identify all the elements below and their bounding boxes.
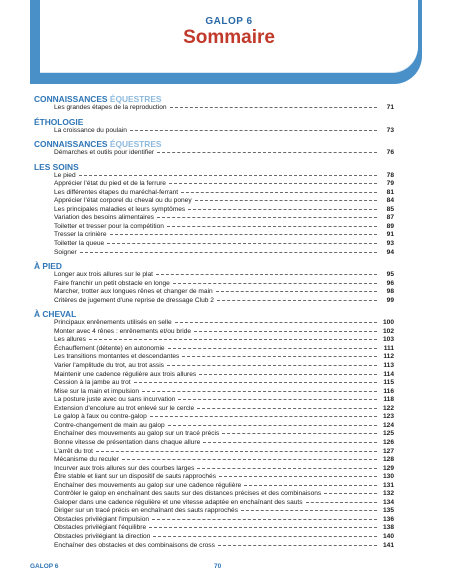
toc-entry[interactable] xyxy=(34,223,394,232)
toc-entry[interactable] xyxy=(34,297,394,306)
toc-entry-label: Contre-changement de main au galop xyxy=(54,421,165,429)
dotted-leader xyxy=(216,291,377,292)
toc-entry-page: 99 xyxy=(386,296,394,304)
toc-entry-label: Tresser la crinière xyxy=(54,231,107,239)
toc-entry-page: 124 xyxy=(382,421,394,429)
toc-entry[interactable] xyxy=(34,516,394,525)
toc-entry[interactable] xyxy=(34,240,394,249)
toc-entry[interactable] xyxy=(34,473,394,482)
toc-entry[interactable] xyxy=(34,231,394,240)
dotted-leader xyxy=(197,408,377,409)
toc-entry-page: 93 xyxy=(386,240,394,248)
dotted-leader xyxy=(142,391,377,392)
section-heading xyxy=(34,163,394,172)
toc-entry-page: 78 xyxy=(386,171,394,179)
dotted-leader xyxy=(199,374,377,375)
dotted-leader xyxy=(157,152,377,153)
toc-entry-label: Les allures xyxy=(54,336,86,344)
toc-entry-label: Démarches et outils pour identifier xyxy=(54,149,155,157)
section-gap xyxy=(34,158,394,162)
toc-entry-label: Variation des besoins alimentaires xyxy=(54,214,154,222)
toc-entry-label: Enchaîner des mouvements au galop sur une cadence régulière xyxy=(54,481,242,489)
dotted-leader xyxy=(178,399,377,400)
dotted-leader xyxy=(170,107,377,108)
toc-entry-label: Toiletter la queue xyxy=(54,240,105,248)
dotted-leader xyxy=(150,416,377,417)
section-heading xyxy=(34,310,394,319)
dotted-leader xyxy=(222,433,377,434)
toc-entry-label: Soigner xyxy=(54,248,77,256)
toc-entry[interactable] xyxy=(34,328,394,337)
toc-entry[interactable] xyxy=(34,465,394,474)
toc-entry[interactable] xyxy=(34,490,394,499)
toc-entry-label: Faire franchir un petit obstacle en longe xyxy=(54,279,170,287)
toc-entry-label: Incurver aux trois allures sur des courbes larges xyxy=(54,464,195,472)
dotted-leader xyxy=(219,476,377,477)
toc-entry-page: 138 xyxy=(382,524,394,532)
section-heading xyxy=(34,95,394,104)
toc-entry[interactable] xyxy=(34,336,394,345)
toc-entry[interactable] xyxy=(34,271,394,280)
section-gap xyxy=(34,305,394,309)
toc-entry-page: 141 xyxy=(382,541,394,549)
dotted-leader xyxy=(195,200,377,201)
header-card xyxy=(40,0,418,72)
dotted-leader xyxy=(306,502,377,503)
toc-entry-page: 112 xyxy=(383,353,394,361)
section-gap xyxy=(34,257,394,261)
toc-entry[interactable] xyxy=(34,388,394,397)
toc-entry[interactable] xyxy=(34,104,394,113)
toc-entry-label: Monter avec 4 rênes : enrênements et/ou bride xyxy=(54,327,192,335)
toc-entry-page: 131 xyxy=(382,481,394,489)
toc-entry[interactable] xyxy=(34,499,394,508)
dotted-leader xyxy=(153,536,377,537)
section-heading xyxy=(34,140,394,149)
toc-entry[interactable] xyxy=(34,127,394,136)
toc-entry-page: 129 xyxy=(382,464,394,472)
toc-entry-page: 81 xyxy=(386,188,394,196)
toc-entry[interactable] xyxy=(34,448,394,457)
dotted-leader xyxy=(203,442,377,443)
page-title: Sommaire xyxy=(183,27,275,48)
toc-entry-label: Le pied xyxy=(54,171,76,179)
toc-entry-label: Les transitions montantes et descendantes xyxy=(54,353,180,361)
toc-entry-page: 95 xyxy=(386,271,394,279)
toc-entry-label: La posture juste avec ou sans incurvation xyxy=(54,396,176,404)
toc-entry[interactable] xyxy=(34,379,394,388)
section-gap xyxy=(34,113,394,117)
toc-entry-label: Les différentes étapes du maréchal-ferrant xyxy=(54,188,179,196)
toc-entry-page: 123 xyxy=(382,413,394,421)
toc-entry-page: 89 xyxy=(386,222,394,230)
toc-entry-label: Contrôler le galop en enchaînant des sauts sur des distances précises et des combinaisons xyxy=(54,490,322,498)
toc-entry-label: Mise sur la main et impulsion xyxy=(54,387,140,395)
dotted-leader xyxy=(324,493,377,494)
toc-entry-page: 118 xyxy=(383,396,394,404)
dotted-leader xyxy=(182,356,377,357)
toc-entry-label: Enchaîner des mouvements au galop sur un tracé précis xyxy=(54,430,220,438)
toc-entry-label: Apprécier l'état corporel du cheval ou du poney xyxy=(54,197,192,205)
toc-entry-label: Bonne vitesse de présentation dans chaque allure xyxy=(54,438,201,446)
page-number: 70 xyxy=(214,563,222,570)
dotted-leader xyxy=(168,425,377,426)
toc-entry[interactable] xyxy=(34,524,394,533)
section-heading xyxy=(34,118,394,127)
dotted-leader xyxy=(218,545,377,546)
dotted-leader xyxy=(167,365,377,366)
toc-entry-page: 115 xyxy=(383,379,394,387)
toc-entry-page: 116 xyxy=(383,387,394,395)
section-heading-main: ÉTHOLOGIE xyxy=(34,116,84,127)
toc-entry-page: 128 xyxy=(382,456,394,464)
dotted-leader xyxy=(130,130,377,131)
dotted-leader xyxy=(169,183,377,184)
toc-entry-page: 111 xyxy=(383,344,394,352)
toc-entry[interactable] xyxy=(34,280,394,289)
toc-entry-label: Obstacles privilégiant la direction xyxy=(54,532,151,540)
toc-entry-page: 126 xyxy=(382,438,394,446)
toc-entry-page: 114 xyxy=(383,370,394,378)
toc-entry-label: Le galop à faux ou contre-galop xyxy=(54,413,147,421)
toc-entry[interactable] xyxy=(34,456,394,465)
dotted-leader xyxy=(89,339,377,340)
toc-entry-page: 96 xyxy=(386,279,394,287)
toc-entry-label: Maintenir une cadence régulière aux trois allures xyxy=(54,370,197,378)
section-heading-soft: ÉQUESTRES xyxy=(109,139,162,150)
toc-entry-page: 127 xyxy=(382,447,394,455)
dotted-leader xyxy=(173,283,377,284)
dotted-leader xyxy=(79,175,377,176)
toc-entry-page: 132 xyxy=(382,490,394,498)
toc-entry-label: Enchaîner des obstacles et des combinaisons de cross xyxy=(54,541,215,549)
toc-entry-label: Être stable et liant sur un dispositif de sauts rapprochés xyxy=(54,473,217,481)
table-of-contents xyxy=(34,94,394,550)
toc-entry[interactable] xyxy=(34,319,394,328)
toc-entry[interactable] xyxy=(34,353,394,362)
toc-entry[interactable] xyxy=(34,439,394,448)
footer-label: GALOP 6 xyxy=(30,563,59,570)
dotted-leader xyxy=(149,527,377,528)
dotted-leader xyxy=(244,485,377,486)
toc-entry-label: Galoper dans une cadence régulière et une vitesse adaptée en enchaînant des sauts xyxy=(54,498,303,506)
toc-entry-page: 76 xyxy=(386,149,394,157)
toc-entry-page: 84 xyxy=(386,197,394,205)
toc-entry-label: La croissance du poulain xyxy=(54,126,127,134)
toc-entry[interactable] xyxy=(34,405,394,414)
toc-entry-label: Apprécier l'état du pied et de la ferrure xyxy=(54,180,166,188)
dotted-leader xyxy=(134,382,377,383)
dotted-leader xyxy=(167,226,377,227)
dotted-leader xyxy=(197,468,377,469)
toc-entry-page: 100 xyxy=(382,319,394,327)
section-heading-main: À CHEVAL xyxy=(34,309,77,320)
dotted-leader xyxy=(96,451,377,452)
toc-entry-label: Marcher, trotter aux longues rênes et changer de main xyxy=(54,288,213,296)
toc-entry[interactable] xyxy=(34,172,394,181)
dotted-leader xyxy=(156,274,377,275)
galop-level-label: GALOP 6 xyxy=(205,16,253,27)
dotted-leader xyxy=(181,192,377,193)
toc-entry-label: Obstacles privilégiant l'impulsion xyxy=(54,515,150,523)
toc-entry-page: 98 xyxy=(386,288,394,296)
toc-entry[interactable] xyxy=(34,362,394,371)
section-heading-main: CONNAISSANCES xyxy=(34,94,108,104)
section-heading-main: CONNAISSANCES xyxy=(34,139,108,150)
toc-entry-page: 91 xyxy=(386,231,394,239)
section-heading-main: À PIED xyxy=(34,261,62,272)
dotted-leader xyxy=(152,519,377,520)
dotted-leader xyxy=(80,252,377,253)
toc-entry-page: 134 xyxy=(382,498,394,506)
dotted-leader xyxy=(168,348,377,349)
toc-entry-page: 73 xyxy=(386,126,394,134)
section-heading xyxy=(34,262,394,271)
toc-entry[interactable] xyxy=(34,430,394,439)
toc-entry-label: L'arrêt du trot xyxy=(54,447,94,455)
dotted-leader xyxy=(194,331,377,332)
toc-entry-label: Mécanisme du reculer xyxy=(54,456,119,464)
toc-entry[interactable] xyxy=(34,533,394,542)
toc-entry-page: 122 xyxy=(382,404,394,412)
toc-entry-page: 125 xyxy=(382,430,394,438)
toc-entry-label: Cession à la jambe au trot xyxy=(54,379,131,387)
toc-entry-page: 94 xyxy=(386,248,394,256)
section-heading-main: LES SOINS xyxy=(34,161,79,172)
toc-entry-page: 71 xyxy=(386,104,394,111)
toc-entry-page: 130 xyxy=(382,473,394,481)
toc-entry[interactable] xyxy=(34,206,394,215)
toc-entry[interactable] xyxy=(34,189,394,198)
toc-entry[interactable] xyxy=(34,542,394,551)
toc-entry[interactable] xyxy=(34,180,394,189)
toc-entry[interactable] xyxy=(34,396,394,405)
toc-entry[interactable] xyxy=(34,197,394,206)
dotted-leader xyxy=(188,209,377,210)
toc-entry-page: 113 xyxy=(383,362,394,370)
toc-entry[interactable] xyxy=(34,249,394,258)
toc-entry[interactable] xyxy=(34,371,394,380)
toc-entry-label: Obstacles privilégiant l'équilibre xyxy=(54,524,147,532)
toc-entry-label: Toiletter et tresser pour la compétition xyxy=(54,222,164,230)
toc-entry[interactable] xyxy=(34,507,394,516)
dotted-leader xyxy=(107,243,377,244)
toc-entry-page: 136 xyxy=(382,515,394,523)
toc-entry-page: 140 xyxy=(382,532,394,540)
toc-entry-label: Les principales maladies et leurs symptômes xyxy=(54,205,186,213)
toc-entry-page: 103 xyxy=(382,336,394,344)
toc-entry[interactable] xyxy=(34,422,394,431)
toc-entry-label: Critères de jugement d'une reprise de dressage Club 2 xyxy=(54,296,214,304)
toc-entry-page: 102 xyxy=(382,327,394,335)
dotted-leader xyxy=(217,300,377,301)
toc-entry[interactable] xyxy=(34,345,394,354)
toc-entry[interactable] xyxy=(34,288,394,297)
dotted-leader xyxy=(110,234,377,235)
dotted-leader xyxy=(157,217,377,218)
toc-entry[interactable] xyxy=(34,149,394,158)
toc-entry[interactable] xyxy=(34,413,394,422)
toc-entry[interactable] xyxy=(34,482,394,491)
dotted-leader xyxy=(122,459,377,460)
dotted-leader xyxy=(241,510,377,511)
toc-entry-label: Principaux enrênements utilisés en selle xyxy=(54,319,172,327)
toc-entry-label: Longer aux trois allures sur le plat xyxy=(54,271,153,279)
toc-entry-page: 85 xyxy=(386,205,394,213)
toc-entry-page: 79 xyxy=(386,180,394,188)
toc-entry-page: 87 xyxy=(386,214,394,222)
toc-entry-label: Diriger sur un tracé précis en enchaînant des sauts rapprochés xyxy=(54,507,238,515)
toc-entry-label: Extension d'encolure au trot enlevé sur le cercle xyxy=(54,404,195,412)
dotted-leader xyxy=(175,322,377,323)
section-heading-soft: ÉQUESTRES xyxy=(109,94,162,104)
toc-entry-page: 135 xyxy=(382,507,394,515)
toc-entry-label: Les grandes étapes de la reproduction xyxy=(54,104,167,111)
toc-entry-label: Échauffement (détente) en autonomie xyxy=(54,344,165,352)
toc-entry-label: Varier l'amplitude du trot, au trot assis xyxy=(54,362,164,370)
toc-entry[interactable] xyxy=(34,214,394,223)
